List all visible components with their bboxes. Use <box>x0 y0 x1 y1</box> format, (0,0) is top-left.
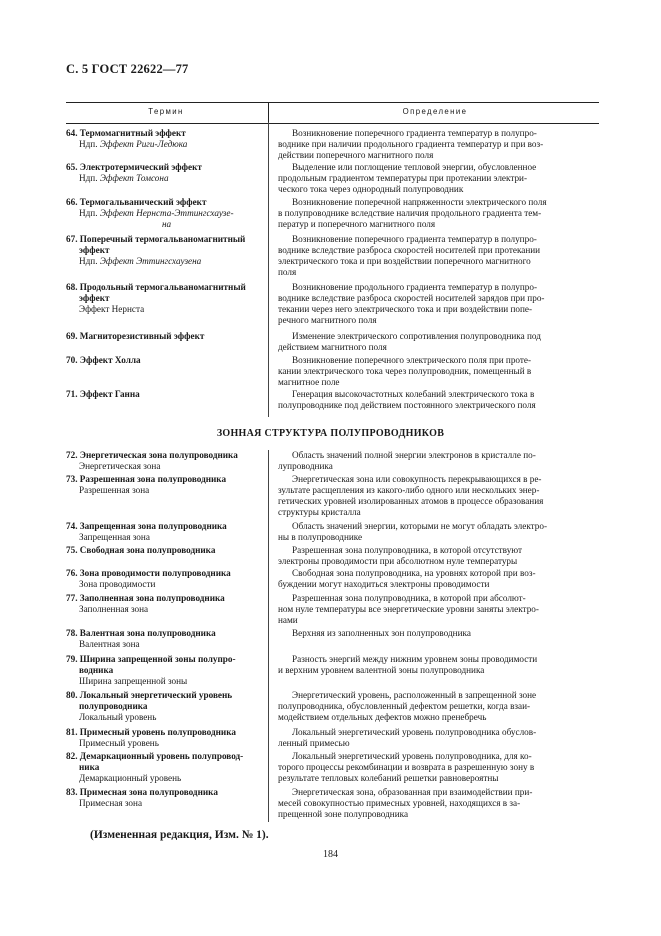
term-synonym <box>66 256 264 267</box>
definition-line: Свободная зона полупроводника, на уровнях которой при воз- <box>292 568 536 578</box>
term-synonym <box>66 208 264 219</box>
term-name: 80. Локальный энергетический уровень <box>66 690 233 700</box>
term-name: 74. Запрещенная зона полупроводника <box>66 521 227 531</box>
definition-cell <box>278 474 599 518</box>
definition-line: Возникновение поперечного электрического поля при проте- <box>292 355 532 365</box>
definition-line: электроны проводимости при абсолютном нуле температуры <box>278 556 518 566</box>
definition-line: Энергетическая зона или совокупность перекрывающихся в ре- <box>292 474 542 484</box>
definition-line: Возникновение поперечного градиента температур в полупро- <box>292 128 537 138</box>
term-cell <box>66 474 264 496</box>
definition-line: лупроводника <box>278 461 333 471</box>
definition-line: в полупроводнике вследствие наличия продольного градиента тем- <box>278 208 542 218</box>
definition-line: гетических уровней изолированных атомов в процессе образования <box>278 496 544 506</box>
term-synonym <box>66 304 264 315</box>
term-synonym <box>66 532 264 543</box>
column-header-row <box>66 102 599 124</box>
term-cell <box>66 128 264 150</box>
term-cell <box>66 282 264 315</box>
synonym-prefix: Ширина запрещенной зоны <box>79 676 188 686</box>
term-cell <box>66 389 264 400</box>
term-synonym <box>66 738 264 749</box>
synonym-prefix: Примесный уровень <box>79 738 159 748</box>
synonym-prefix: Запрещенная зона <box>79 532 150 542</box>
definition-line: структуры кристалла <box>278 507 361 517</box>
definition-line: ном нуле температуры все энергетические уровни заняты электро- <box>278 604 539 614</box>
definition-line: Разрешенная зона полупроводника, в которой отсутствуют <box>292 545 523 555</box>
definition-line: буждении могут находиться электроны проводимости <box>278 579 490 589</box>
definition-line: Верхняя из заполненных зон полупроводника <box>292 628 471 638</box>
term-name: 64. Термомагнитный эффект <box>66 128 186 138</box>
term-name: 78. Валентная зона полупроводника <box>66 628 216 638</box>
term-name: 82. Демаркационный уровень полупровод- <box>66 751 244 761</box>
term-name: 71. Эффект Ганна <box>66 389 140 399</box>
term-cell <box>66 521 264 543</box>
amendment-note: (Измененная редакция, Изм. № 1). <box>90 829 269 841</box>
term-name: 83. Примесная зона полупроводника <box>66 787 218 797</box>
term-name: эффект <box>79 293 110 303</box>
definition-line: Изменение электрического сопротивления полупроводника под <box>292 331 541 341</box>
synonym-italic: Эффект Томсона <box>99 173 169 183</box>
definition-line: полупроводника, обусловленный дефектом решетки, когда взаи- <box>278 701 531 711</box>
synonym-italic: Эффект Риги-Ледюка <box>99 139 188 149</box>
definition-line: воднике вследствие разброса скоростей носителей зарядов при про- <box>278 293 545 303</box>
synonym-italic: Эффект Эттингсхаузена <box>99 256 202 266</box>
term-cell <box>66 727 264 749</box>
term-cell <box>66 450 264 472</box>
definition-line: ператур и поперечного магнитного поля <box>278 219 436 229</box>
synonym-prefix: Локальный уровень <box>79 712 157 722</box>
definition-line: воднике при наличии продольного градиента температур и при воз- <box>278 139 544 149</box>
synonym-prefix: Демаркационный уровень <box>79 773 182 783</box>
term-cell <box>66 654 264 687</box>
definition-line: Разность энергий между нижним уровнем зоны проводимости <box>292 654 538 664</box>
definition-line: и верхним уровнем валентной зоны полупроводника <box>278 665 485 675</box>
definition-cell <box>278 545 599 567</box>
definition-cell <box>278 389 599 411</box>
term-synonym <box>66 139 264 150</box>
term-name: 66. Термогальванический эффект <box>66 197 207 207</box>
definition-line: месей совокупностью примесных уровней, находящихся в за- <box>278 798 521 808</box>
term-synonym <box>66 461 264 472</box>
page-number: 184 <box>323 849 338 860</box>
section-title: ЗОННАЯ СТРУКТУРА ПОЛУПРОВОДНИКОВ <box>216 428 445 439</box>
definition-cell <box>278 727 599 749</box>
term-name: 81. Примесный уровень полупроводника <box>66 727 236 737</box>
term-name: 75. Свободная зона полупроводника <box>66 545 216 555</box>
synonym-prefix: Ндп. <box>79 139 100 149</box>
term-name: 77. Заполненная зона полупроводника <box>66 593 225 603</box>
term-cell <box>66 568 264 590</box>
term-synonym <box>66 219 264 230</box>
term-synonym <box>66 773 264 784</box>
definition-line: воднике вследствие разброса скоростей носителей при протекании <box>278 245 541 255</box>
definition-cell <box>278 234 599 278</box>
synonym-prefix: Зона проводимости <box>79 579 156 589</box>
definition-line: нами <box>278 615 298 625</box>
term-cell <box>66 545 264 556</box>
definition-cell <box>278 690 599 723</box>
column-header-term: Термин <box>148 107 184 116</box>
term-cell <box>66 234 264 267</box>
term-name: полупроводника <box>79 701 148 711</box>
definition-line: ленный примесью <box>278 738 350 748</box>
term-name: 73. Разрешенная зона полупроводника <box>66 474 227 484</box>
term-name: 79. Ширина запрещенной зоны полупро- <box>66 654 236 664</box>
definition-line: действии поперечного магнитного поля <box>278 150 434 160</box>
term-cell <box>66 162 264 184</box>
synonym-prefix: Эффект Нернста <box>79 304 145 314</box>
definition-line: речного магнитного поля <box>278 315 377 325</box>
definition-cell <box>278 450 599 472</box>
definition-cell <box>278 355 599 388</box>
definition-cell <box>278 128 599 161</box>
synonym-prefix: Ндп. <box>79 208 100 218</box>
definition-line: действием магнитного поля <box>278 342 387 352</box>
term-name: 65. Электротермический эффект <box>66 162 202 172</box>
definition-cell <box>278 654 599 676</box>
synonym-prefix: Ндп. <box>79 256 100 266</box>
term-cell <box>66 751 264 784</box>
definition-line: торого процессы рекомбинации и возврата в разрешенную зону в <box>278 762 535 772</box>
term-name: 70. Эффект Холла <box>66 355 141 365</box>
term-synonym <box>66 639 264 650</box>
synonym-italic: на <box>162 219 172 229</box>
definition-line: Генерация высокочастотных колебаний электрического тока в <box>292 389 535 399</box>
definition-cell <box>278 331 599 353</box>
term-synonym <box>66 485 264 496</box>
term-name: 76. Зона проводимости полупроводника <box>66 568 231 578</box>
definition-line: текании через него электрического тока и при воздействии попе- <box>278 304 533 314</box>
column-divider <box>268 450 269 822</box>
term-cell <box>66 593 264 615</box>
definition-cell <box>278 162 599 195</box>
definition-cell <box>278 751 599 784</box>
definition-line: Энергетический уровень, расположенный в запрещенной зоне <box>292 690 537 700</box>
page-header: С. 5 ГОСТ 22622—77 <box>66 62 189 76</box>
term-name: ника <box>79 762 100 772</box>
definition-line: Возникновение поперечного градиента температур в полупро- <box>292 234 537 244</box>
term-cell <box>66 355 264 366</box>
definition-line: Локальный энергетический уровень полупроводника обуслов- <box>292 727 537 737</box>
term-cell <box>66 690 264 723</box>
term-synonym <box>66 676 264 687</box>
term-synonym <box>66 798 264 809</box>
term-synonym <box>66 712 264 723</box>
definition-cell <box>278 628 599 639</box>
term-name: водника <box>79 665 114 675</box>
definition-line: модействием отдельных дефектов можно пренебречь <box>278 712 487 722</box>
definition-line: Разрешенная зона полупроводника, в которой при абсолют- <box>292 593 526 603</box>
synonym-prefix: Энергетическая зона <box>79 461 161 471</box>
synonym-prefix: Ндп. <box>79 173 100 183</box>
definition-line: Область значений полной энергии электронов в кристалле по- <box>292 450 536 460</box>
definition-line: кании электрического тока через полупроводник, помещенный в <box>278 366 532 376</box>
definition-line: Локальный энергетический уровень полупроводника, для ко- <box>292 751 532 761</box>
definition-line: Энергетическая зона, образованная при взаимодействии при- <box>292 787 533 797</box>
definition-line: Выделение или поглощение тепловой энергии, обусловленное <box>292 162 537 172</box>
term-name: 67. Поперечный термогальваномагнитный <box>66 234 246 244</box>
term-cell <box>66 628 264 650</box>
definition-line: результате тепловых колебаний решетки равновероятны <box>278 773 499 783</box>
column-divider <box>268 122 269 417</box>
definition-cell <box>278 568 599 590</box>
definition-line: ческого тока через однородный полупроводник <box>278 184 464 194</box>
definition-line: поля <box>278 267 297 277</box>
synonym-prefix: Заполненная зона <box>79 604 149 614</box>
definition-cell <box>278 197 599 230</box>
synonym-italic: Эффект Нернста-Эттингсхаузе- <box>99 208 234 218</box>
term-name: 68. Продольный термогальваномагнитный <box>66 282 246 292</box>
definition-line: полупроводнике под действием постоянного электрического поля <box>278 400 536 410</box>
column-header-definition: Определение <box>402 107 468 116</box>
term-name: эффект <box>79 245 110 255</box>
synonym-prefix: Валентная зона <box>79 639 140 649</box>
term-name: 72. Энергетическая зона полупроводника <box>66 450 238 460</box>
definition-cell <box>278 282 599 326</box>
term-cell <box>66 787 264 809</box>
synonym-prefix: Примесная зона <box>79 798 143 808</box>
definition-line: Возникновение продольного градиента температур в полупро- <box>292 282 538 292</box>
definition-line: магнитное поле <box>278 377 340 387</box>
definition-line: зультате расщепления из какого-либо одного или нескольких энер- <box>278 485 540 495</box>
column-header-divider <box>268 103 269 123</box>
definition-line: электрического тока и при воздействии поперечного магнитного <box>278 256 531 266</box>
term-synonym <box>66 604 264 615</box>
definition-line: продольным градиентом температуры при протекании электри- <box>278 173 528 183</box>
term-cell <box>66 331 264 342</box>
term-synonym <box>66 579 264 590</box>
definition-cell <box>278 521 599 543</box>
term-name: 69. Магниторезистивный эффект <box>66 331 205 341</box>
term-synonym <box>66 173 264 184</box>
definition-line: ны в полупроводнике <box>278 532 363 542</box>
definition-cell <box>278 593 599 626</box>
term-cell <box>66 197 264 230</box>
definition-line: Возникновение поперечной напряженности электрического поля <box>292 197 547 207</box>
definition-line: Область значений энергии, которыми не могут обладать электро- <box>292 521 548 531</box>
synonym-prefix: Разрешенная зона <box>79 485 150 495</box>
definition-line: прещенной зоне полупроводника <box>278 809 409 819</box>
definition-cell <box>278 787 599 820</box>
